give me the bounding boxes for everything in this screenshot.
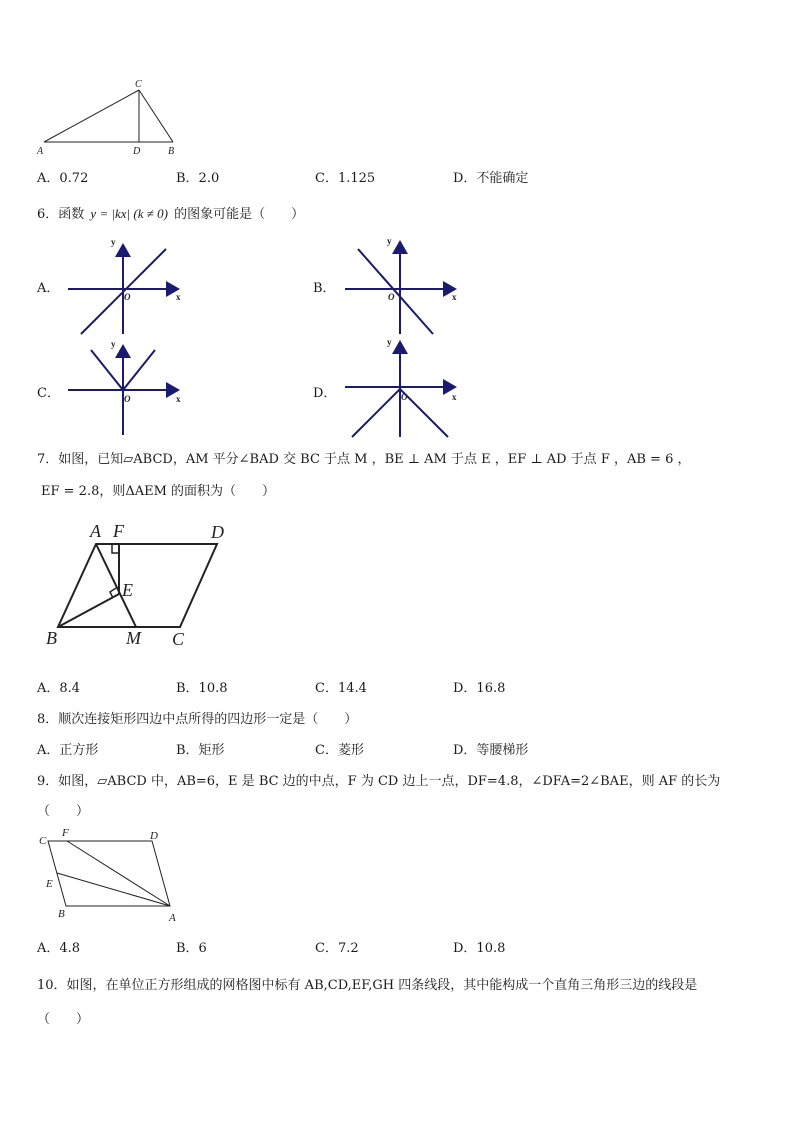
q9-option-c[interactable]: C．7.2 xyxy=(315,941,359,956)
q5-label-a: A xyxy=(37,146,44,157)
q6-graph-b xyxy=(345,242,455,334)
q8-option-a[interactable]: A．正方形 xyxy=(37,743,99,758)
q7-option-c[interactable]: C．14.4 xyxy=(315,681,367,696)
q7-label-a: A xyxy=(90,521,101,541)
q6-c-x-label: x xyxy=(176,394,181,404)
q5-option-d[interactable]: D．不能确定 xyxy=(453,171,529,186)
q8-option-b[interactable]: B．矩形 xyxy=(176,743,225,758)
q5-side-cb xyxy=(139,90,173,142)
q7-label-d: D xyxy=(211,522,224,542)
q9-label-f: F xyxy=(62,827,69,839)
q6-d-y-label: y xyxy=(387,337,392,347)
q5-option-b[interactable]: B．2.0 xyxy=(176,171,220,186)
q5-label-d: D xyxy=(133,146,141,157)
q9-label-b: B xyxy=(58,908,65,920)
q9-question-line1: 9．如图，▱ABCD 中，AB=6，E 是 BC 边的中点，F 为 CD 边上一点，DF=4.8，∠DFA=2∠BAE，则 AF 的长为 xyxy=(37,774,721,789)
q7-label-b: B xyxy=(46,628,57,648)
q6-a-x-label: x xyxy=(176,292,181,302)
q6-c-y-label: y xyxy=(111,339,116,349)
q7-option-b[interactable]: B．10.8 xyxy=(176,681,228,696)
q7-question-line1: 7．如图，已知▱ABCD，AM 平分∠BAD 交 BC 于点 M ，BE ⊥ AM 于点 E ，EF ⊥ AD 于点 F ，AB = 6 ， xyxy=(37,452,691,467)
q7-option-d[interactable]: D．16.8 xyxy=(453,681,506,696)
q7-label-e: E xyxy=(122,580,133,600)
q9-option-a[interactable]: A．4.8 xyxy=(37,941,81,956)
q9-label-c: C xyxy=(39,835,47,847)
q7-label-m: M xyxy=(126,628,141,648)
q6-a-origin: O xyxy=(124,292,131,302)
q6-formula: y = |kx| (k ≠ 0) xyxy=(90,206,168,221)
q9-label-a: A xyxy=(169,912,176,924)
q6-b-origin: O xyxy=(388,292,395,302)
q6-d-origin: O xyxy=(401,392,408,402)
q7-option-a[interactable]: A．8.4 xyxy=(37,681,81,696)
q6-graph-c xyxy=(68,346,178,435)
q6-b-y-label: y xyxy=(387,236,392,246)
q6-option-a-label[interactable]: A． xyxy=(37,281,60,296)
q6-c-origin: O xyxy=(124,394,131,404)
q9-option-b[interactable]: B．6 xyxy=(176,941,207,956)
q10-question-line2: （ ） xyxy=(37,1012,90,1027)
q7-label-f: F xyxy=(113,521,124,541)
q6-option-c-label[interactable]: C． xyxy=(37,386,60,401)
q8-option-d[interactable]: D．等腰梯形 xyxy=(453,743,529,758)
q6-a-y-label: y xyxy=(111,237,116,247)
q8-option-c[interactable]: C．菱形 xyxy=(315,743,364,758)
q8-question: 8．顺次连接矩形四边中点所得的四边形一定是（ ） xyxy=(37,712,358,727)
q7-question-line2: EF = 2.8，则ΔAEM 的面积为（ ） xyxy=(41,484,276,499)
q5-option-a[interactable]: A．0.72 xyxy=(37,171,89,186)
q6-question xyxy=(37,203,304,222)
q9-label-d: D xyxy=(150,830,158,842)
q5-side-ac xyxy=(44,90,139,142)
q6-d-x-label: x xyxy=(452,392,457,402)
q6-graph-d xyxy=(345,342,455,437)
q6-graph-a xyxy=(68,245,178,334)
q10-question-line1: 10．如图，在单位正方形组成的网格图中标有 AB,CD,EF,GH 四条线段，其中能构成一个直角三角形三边的线段是 xyxy=(37,978,698,993)
q7-label-c: C xyxy=(172,629,185,649)
q6-b-x-label: x xyxy=(452,292,457,302)
q6-option-b-label[interactable]: B． xyxy=(313,281,336,296)
q9-question-line2: （ ） xyxy=(37,804,90,819)
q6-option-d-label[interactable]: D． xyxy=(313,386,337,401)
q5-label-c: C xyxy=(135,79,142,90)
q6-suffix: 的图象可能是（ ） xyxy=(174,207,305,222)
q5-option-c[interactable]: C．1.125 xyxy=(315,171,376,186)
q9-label-e: E xyxy=(46,878,53,890)
q5-label-b: B xyxy=(168,146,175,157)
q6-prefix: 6．函数 xyxy=(37,207,85,222)
q9-option-d[interactable]: D．10.8 xyxy=(453,941,506,956)
